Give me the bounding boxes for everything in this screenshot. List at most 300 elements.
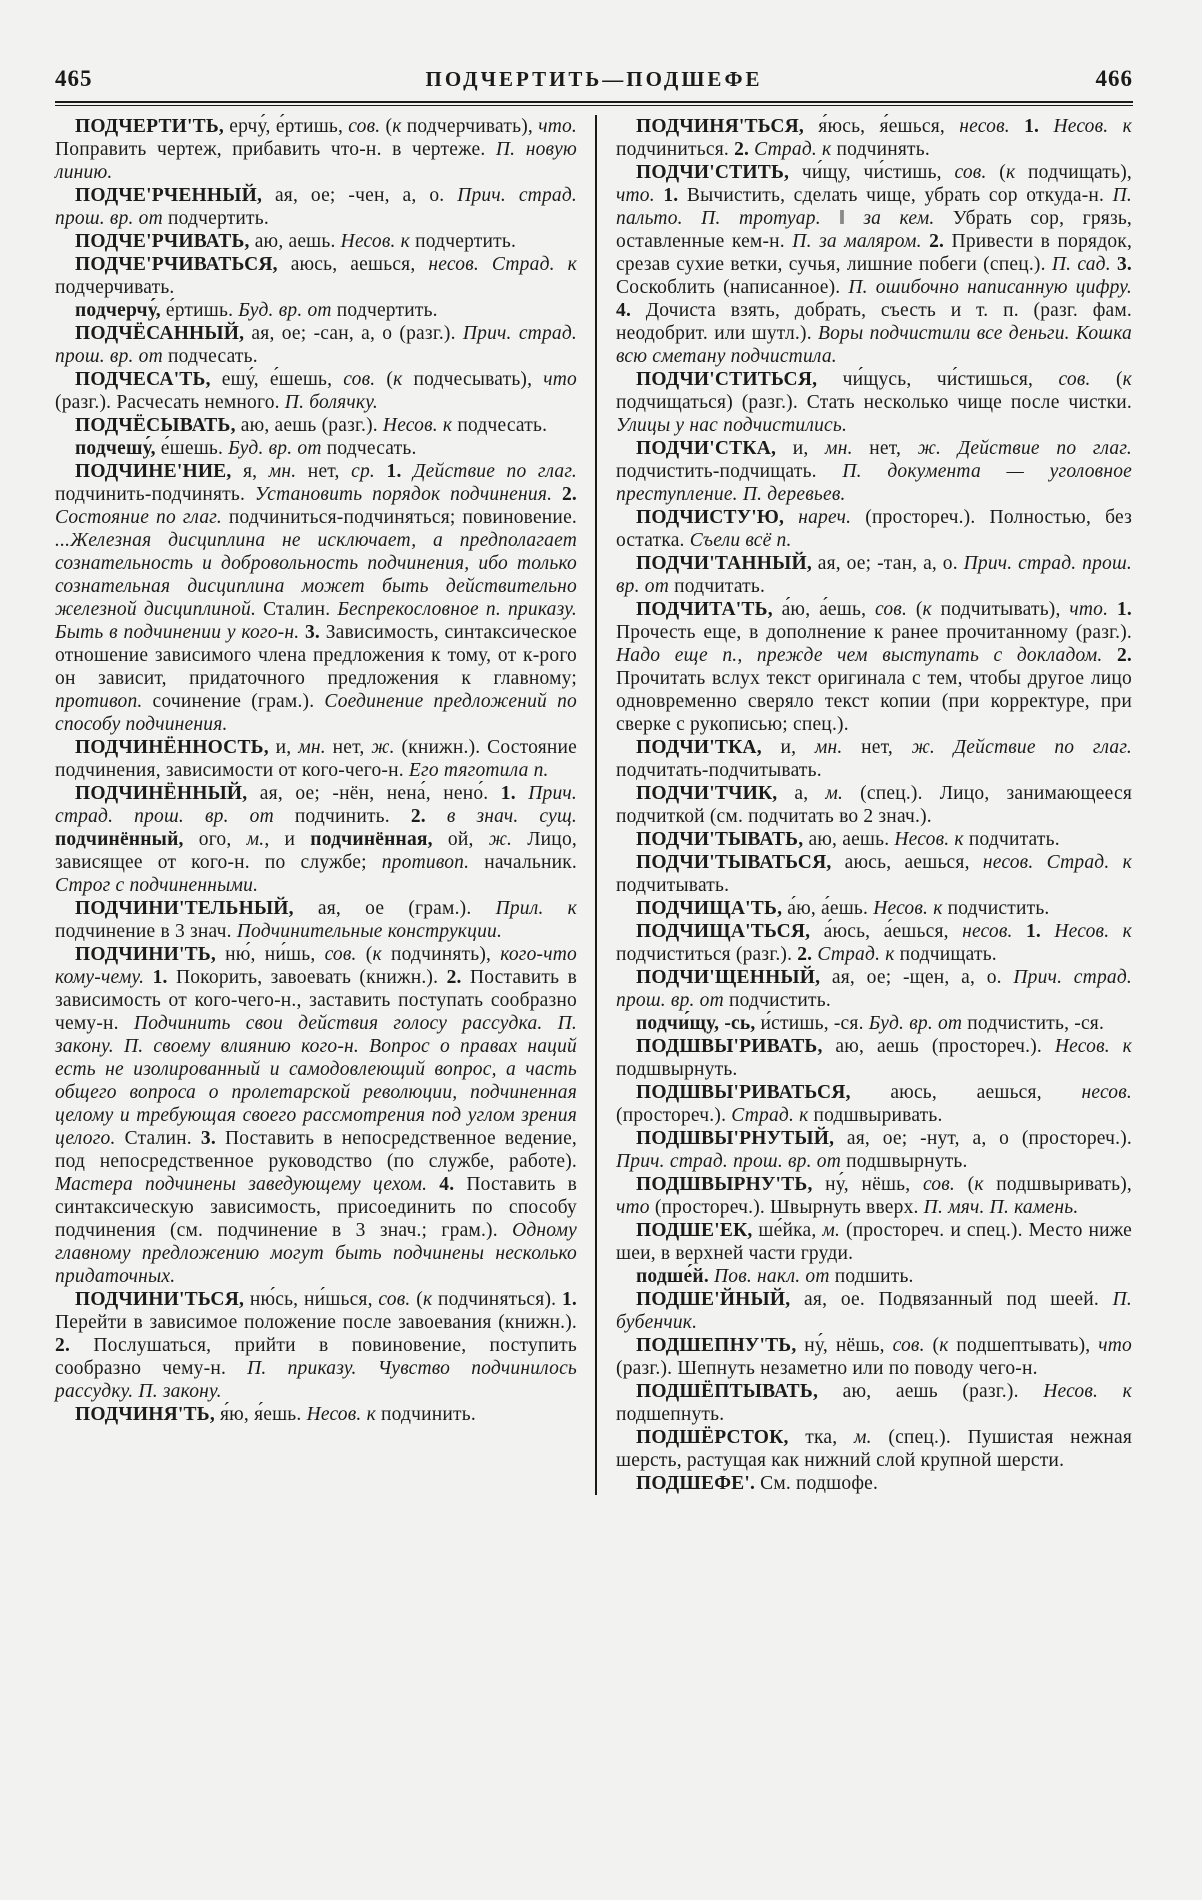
right-column <box>616 115 1132 1495</box>
entry-text: Несов. к <box>340 231 416 252</box>
entry-text: 2. <box>734 139 755 160</box>
entry-text: Состояние по глаг. <box>55 507 222 528</box>
entry-text: Прочесть еще, в дополнение к ранее прочитанному (разг.). <box>616 622 1132 643</box>
entry-text: нареч. <box>798 507 852 528</box>
headword: ПОДЧИ'ТКА, <box>636 737 781 758</box>
entry-text: (разг.). Расчесать немного. <box>55 392 285 413</box>
entry-text: 4. <box>616 300 646 321</box>
entry-text: ерчу́, е́ртишь, <box>229 116 349 137</box>
dictionary-entry <box>55 115 577 184</box>
entry-text: подчиниться-подчиняться; повиновение. <box>221 507 578 528</box>
entry-text: что. <box>1069 599 1117 620</box>
entry-text: нет, <box>842 737 912 758</box>
entry-text: (простореч.). Полностью, без остатка. <box>616 507 1132 551</box>
dictionary-entry <box>55 184 577 230</box>
dictionary-entry <box>616 1426 1132 1472</box>
dictionary-entry <box>55 299 577 322</box>
dictionary-entry <box>55 1403 577 1426</box>
entry-text: подшить. <box>834 1266 914 1287</box>
dictionary-entry <box>616 966 1132 1012</box>
entry-text: ню́, ни́шь, <box>225 944 325 965</box>
entry-text: Вычистить, сделать чище, убрать сор откуда-н. <box>686 185 1113 206</box>
entry-text: 2. <box>446 967 470 988</box>
headword: ПОДШЁПТЫВАТЬ, <box>636 1381 843 1402</box>
dictionary-entry <box>616 851 1132 897</box>
entry-text: Несов. к <box>382 415 458 436</box>
entry-text: а́юсь, а́ешься, <box>823 921 963 942</box>
entry-text: подчистить. <box>947 898 1050 919</box>
dictionary-entry <box>55 736 577 782</box>
dictionary-entry <box>55 943 577 1288</box>
entry-text: что <box>616 1197 650 1218</box>
entry-text: несов. Страд. к <box>428 254 578 275</box>
entry-text: (простореч.). <box>616 1105 732 1126</box>
entry-text: чи́щусь, чи́стишься, <box>842 369 1059 390</box>
dictionary-entry <box>616 1472 1132 1495</box>
entry-text: мн. <box>298 737 326 758</box>
entry-text: аюсь, аешься, <box>844 852 983 873</box>
entry-text: Прич. страд. прош. вр. от <box>55 323 577 367</box>
entry-text: Соединение предложений по способу подчинения. <box>55 691 577 735</box>
entry-text: аю, аешь (простореч.). <box>835 1036 1055 1057</box>
entry-text: подшвыривать), <box>996 1174 1132 1195</box>
dictionary-entry <box>616 920 1132 966</box>
entry-text: 1. <box>561 1289 577 1310</box>
entry-text: Прич. страд. прош. вр. от <box>616 1151 847 1172</box>
entry-text: П. ошибочно написанную цифру. <box>848 277 1133 298</box>
headword: ПОДЧИЩА'ТЬ, <box>636 898 788 919</box>
entry-text: нет, <box>325 737 372 758</box>
headword: ПОДЧИ'ТЫВАТЬСЯ, <box>636 852 845 873</box>
running-title: ПОДЧЕРТИТЬ—ПОДШЕФЕ <box>425 67 763 91</box>
entry-text: Беспрекословное п. приказу. Быть в подчинении у кого-н. <box>55 599 577 643</box>
entry-text: (простореч. и спец.). Место ниже шеи, в верхней части груди. <box>616 1220 1133 1264</box>
entry-text: П. мяч. П. камень. <box>923 1197 1079 1218</box>
entry-text: ж. <box>371 737 395 758</box>
entry-text: а́ю, а́ешь, <box>781 599 875 620</box>
entry-text: ше́йка, <box>758 1220 823 1241</box>
entry-text: ср. <box>351 461 387 482</box>
headword: ПОДЧИТА'ТЬ, <box>636 599 782 620</box>
dictionary-entry <box>616 1081 1132 1127</box>
dictionary-entry <box>55 782 577 897</box>
dictionary-entry <box>55 368 577 414</box>
headword: подчи́щу, -сь, <box>636 1013 761 1034</box>
entry-text: , и <box>264 829 311 850</box>
entry-text: аю, аешь. <box>254 231 341 252</box>
entry-text: Несов. к <box>1054 921 1132 942</box>
entry-text: Прич. страд. прош. вр. от <box>616 967 1132 1011</box>
entry-text: и, <box>275 737 299 758</box>
headword: ПОДШВЫ'РИВАТЬ, <box>636 1036 836 1057</box>
entry-text: в знач. сущ. <box>446 806 577 827</box>
entry-text: Страд. к <box>817 944 900 965</box>
entry-text: Установить порядок подчинения. <box>254 484 562 505</box>
entry-text: подчинять. <box>836 139 930 160</box>
entry-text: подчиститься (разг.). <box>616 944 798 965</box>
entry-text: нет, <box>296 461 352 482</box>
entry-text: подчертить. <box>168 208 269 229</box>
entry-text: П. новую линию. <box>55 139 577 183</box>
dictionary-entry <box>55 460 577 736</box>
entry-text: ая, ое. Подвязанный под шеей. <box>804 1289 1113 1310</box>
entry-text: к <box>1005 162 1029 183</box>
entry-text: подчесывать), <box>413 369 544 390</box>
entry-text: к <box>922 599 941 620</box>
entry-text: подшвырнуть. <box>616 1059 738 1080</box>
entry-text: Прич. страд. прош. вр. от <box>55 783 577 827</box>
entry-text: Надо еще п., прежде чем выступать с докладом. <box>616 645 1117 666</box>
entry-text: подчитывать), <box>940 599 1070 620</box>
entry-text: П. болячку. <box>284 392 378 413</box>
headword: ПОДЧЁСАННЫЙ, <box>75 323 252 344</box>
entry-text: Сталин. <box>115 1128 201 1149</box>
entry-text: ( <box>924 1335 940 1356</box>
dictionary-entry <box>616 552 1132 598</box>
entry-text: сочинение (грам.). <box>142 691 325 712</box>
entry-text: а́ю, а́ешь. <box>787 898 874 919</box>
entry-text: противоп. <box>55 691 143 712</box>
entry-text: ( <box>955 1174 975 1195</box>
entry-text: Перейти в зависимое положение после завоевания (книжн.). <box>55 1312 577 1333</box>
entry-text: м. <box>246 829 265 850</box>
entry-text: Несов. к <box>1054 1036 1132 1057</box>
headword: ПОДЧИНИ'ТЬ, <box>75 944 226 965</box>
entry-text: ой, <box>447 829 489 850</box>
entry-text: несов. <box>962 921 1026 942</box>
dictionary-entry <box>616 1219 1132 1265</box>
entry-text: к <box>1122 369 1132 390</box>
headword: ПОДШЕ'ЕК, <box>636 1220 759 1241</box>
dictionary-entry <box>616 782 1132 828</box>
entry-text: подчитать-подчитывать. <box>616 760 822 781</box>
entry-text: к <box>939 1335 957 1356</box>
entry-text: аю, аешь. <box>808 829 895 850</box>
dictionary-entry <box>616 828 1132 851</box>
entry-text: сов. <box>874 599 908 620</box>
left-column <box>55 115 577 1495</box>
entry-text: мн. <box>814 737 843 758</box>
entry-text: П. пальто. П. тротуар. <box>616 185 1132 229</box>
dictionary-entry <box>55 897 577 943</box>
entry-text: подчитать. <box>674 576 766 597</box>
entry-text: ( <box>986 162 1006 183</box>
entry-text: подчищать. <box>899 944 997 965</box>
dictionary-entry <box>616 736 1132 782</box>
entry-text: подшептывать), <box>956 1335 1099 1356</box>
entry-text: 2. <box>55 1335 94 1356</box>
entry-text: подчинять), <box>390 944 501 965</box>
entry-text: подчистить-подчищать. <box>616 461 843 482</box>
entry-text: ая, ое; -щен, а, о. <box>831 967 1014 988</box>
entry-text: подчиниться. <box>616 139 735 160</box>
entry-text: сов. <box>922 1174 955 1195</box>
entry-text: подчинённая, <box>310 829 448 850</box>
entry-text: П. за маляром. <box>792 231 930 252</box>
entry-text: П. бубенчик. <box>616 1289 1132 1333</box>
dictionary-entry <box>616 897 1132 920</box>
entry-text: за кем. <box>863 208 935 229</box>
entry-text: и, <box>792 438 826 459</box>
entry-text: Несов. к <box>894 829 969 850</box>
entry-text: подчищать), <box>1028 162 1132 183</box>
entry-text: и́стишь, -ся. <box>760 1013 869 1034</box>
entry-text: мн. <box>268 461 297 482</box>
headword: ПОДЧИ'СТКА, <box>636 438 793 459</box>
page-number-right: 466 <box>1095 66 1133 91</box>
entry-text: 1. <box>500 783 529 804</box>
entry-text: подчистить. <box>729 990 831 1011</box>
headword: ПОДЧИСТУ'Ю, <box>636 507 799 528</box>
entry-text: 3. <box>200 1128 225 1149</box>
entry-text: ...Железная дисциплина не исключает, а предполагает сознательность и добровольность подчинения, ибо только сознательная дисциплина может быть действительно железной дисциплиной. <box>55 530 577 620</box>
entry-text: нет, <box>852 438 918 459</box>
dictionary-entry <box>616 1265 1132 1288</box>
dictionary-entry <box>616 368 1132 437</box>
entry-text: ая, ое; -чен, а, о. <box>274 185 458 206</box>
entry-text: Страд. к <box>754 139 837 160</box>
entry-text: аю, аешь (разг.). <box>240 415 383 436</box>
entry-text: ая, ое; -нён, нена́, нено́. <box>259 783 501 804</box>
entry-text: ( <box>1090 369 1123 390</box>
entry-text: подчищаться) (разг.). Стать несколько чище после чистки. <box>616 392 1132 413</box>
entry-text: что. <box>616 185 664 206</box>
entry-text: подчесать. <box>457 415 548 436</box>
entry-text: ж. <box>488 829 513 850</box>
entry-text: Улицы у нас подчистились. <box>616 415 848 436</box>
headword: ПОДЧИНЕ'НИЕ, <box>75 461 243 482</box>
headword: ПОДШВЫ'РНУТЫЙ, <box>636 1128 847 1149</box>
entry-text: чи́щу, чи́стишь, <box>801 162 955 183</box>
entry-text: кого-что кому-чему. <box>55 944 577 988</box>
entry-text: (простореч.). Швырнуть вверх. <box>649 1197 924 1218</box>
entry-text: (спец.). Лицо, занимающееся подчиткой (см. подчитать во 2 знач.). <box>616 783 1132 827</box>
entry-text: См. подшофе. <box>760 1473 879 1494</box>
entry-text: Строг с подчиненными. <box>55 875 259 896</box>
entry-text: Мастера подчинены заведующему цехом. <box>55 1174 440 1195</box>
entry-text: что <box>1098 1335 1132 1356</box>
entry-text: 4. <box>439 1174 467 1195</box>
entry-text: а, <box>794 783 826 804</box>
entry-text: подчесать. <box>168 346 258 367</box>
entry-text: Несов. к <box>873 898 948 919</box>
headword: ПОДЧЕСА'ТЬ, <box>75 369 222 390</box>
headword: ПОДЧИ'СТИТЬСЯ, <box>636 369 843 390</box>
entry-text: подчитать. <box>968 829 1060 850</box>
dictionary-entry <box>616 161 1132 368</box>
entry-text: ну́, нёшь, <box>804 1335 893 1356</box>
entry-text: к <box>422 1289 439 1310</box>
entry-text: сов. <box>892 1335 925 1356</box>
headword: ПОДЧЁСЫВАТЬ, <box>75 415 241 436</box>
entry-text: подчерчивать), <box>406 116 539 137</box>
entry-text: сов. <box>348 116 381 137</box>
entry-text: подчертить. <box>415 231 517 252</box>
entry-text: я́юсь, я́ешься, <box>818 116 960 137</box>
dictionary-entry <box>616 1380 1132 1426</box>
entry-text: Буд. вр. от <box>868 1013 968 1034</box>
entry-text: подчесать. <box>326 438 417 459</box>
entry-text: и, <box>780 737 815 758</box>
entry-text: Пов. накл. от <box>714 1266 835 1287</box>
entry-text: аю, аешь (разг.). <box>842 1381 1044 1402</box>
headword: ПОДЧИНЁННЫЙ, <box>75 783 260 804</box>
entry-text: сов. <box>378 1289 411 1310</box>
page-header <box>55 66 1133 92</box>
headword: подше́й. <box>636 1266 714 1287</box>
entry-text: сов. <box>343 369 376 390</box>
entry-text: ‖ <box>820 208 864 229</box>
entry-text: Привести в порядок, срезав сухие ветки, сучья, лишние побеги (спец.). <box>616 231 1133 275</box>
headword: ПОДЧИ'ЩЕННЫЙ, <box>636 967 832 988</box>
header-rule <box>55 101 1133 106</box>
entry-text: м. <box>825 783 844 804</box>
dictionary-entry <box>616 598 1132 736</box>
entry-text: аюсь, аешься, <box>290 254 429 275</box>
entry-text: ( <box>375 369 394 390</box>
entry-text: Покорить, завоевать (книжн.). <box>175 967 447 988</box>
headword: ПОДЧИНЯ'ТЬ, <box>75 1404 220 1425</box>
entry-text: ого, <box>198 829 247 850</box>
entry-text: ( <box>410 1289 423 1310</box>
headword: ПОДЧЕ'РЧИВАТЬСЯ, <box>75 254 291 275</box>
headword: ПОДШЕФЕ'. <box>636 1473 761 1494</box>
headword: ПОДЧИ'ТЫВАТЬ, <box>636 829 809 850</box>
entry-text: 1. <box>1025 921 1055 942</box>
entry-text: Прич. страд. прош. вр. от <box>616 553 1132 597</box>
entry-text: ( <box>380 116 393 137</box>
entry-text: я, <box>242 461 269 482</box>
dictionary-entry <box>616 437 1132 506</box>
entry-text: к <box>372 944 391 965</box>
dictionary-entry <box>616 1173 1132 1219</box>
entry-text: 3. <box>1116 254 1132 275</box>
entry-text: подчинение в 3 знач. <box>55 921 237 942</box>
headword: ПОДШЕПНУ'ТЬ, <box>636 1335 805 1356</box>
headword: ПОДЧИ'ТЧИК, <box>636 783 795 804</box>
entry-text: подчерчивать. <box>55 277 175 298</box>
entry-text: Дочиста взять, добрать, съесть и т. п. (разг. фам. неодобрит. или шутл.). <box>616 300 1132 344</box>
entry-text: тка, <box>805 1427 854 1448</box>
entry-text: аюсь, аешься, <box>890 1082 1082 1103</box>
entry-text: е́шешь. <box>160 438 229 459</box>
dictionary-entry <box>616 1035 1132 1081</box>
entry-text: П. приказу. Чувство подчинилось рассудку. П. закону. <box>55 1358 578 1402</box>
entry-text: Прочитать вслух текст оригинала с тем, чтобы другое лицо одновременно сверяло текст копии (при корректуре, при сверке с рукописью; спец.). <box>616 668 1132 735</box>
entry-text: Воры подчистили все деньги. Кошка всю сметану подчистила. <box>616 323 1133 367</box>
entry-text: сов. <box>954 162 987 183</box>
entry-text: 2. <box>797 944 818 965</box>
entry-text: Прил. к <box>495 898 578 919</box>
headword: ПОДШВЫРНУ'ТЬ, <box>636 1174 826 1195</box>
entry-text: мн. <box>825 438 853 459</box>
headword: ПОДШВЫ'РИВАТЬСЯ, <box>636 1082 891 1103</box>
entry-text: Страд. к <box>731 1105 814 1126</box>
dictionary-entry <box>616 1334 1132 1380</box>
entry-text: Несов. к <box>1053 116 1132 137</box>
entry-text: к <box>393 369 414 390</box>
dictionary-entry <box>55 230 577 253</box>
entry-text: 2. <box>929 231 952 252</box>
entry-text: Одному главному предложению могут быть подчинены несколько придаточных. <box>55 1220 577 1287</box>
dictionary-entry <box>616 1288 1132 1334</box>
entry-text: ( <box>907 599 923 620</box>
entry-text: к <box>974 1174 997 1195</box>
dictionary-entry <box>616 115 1132 161</box>
entry-text: ( <box>356 944 373 965</box>
headword: ПОДЧЕРТИ'ТЬ, <box>75 116 230 137</box>
entry-text: сов. <box>1058 369 1091 390</box>
entry-text: подшвыривать. <box>813 1105 943 1126</box>
entry-text: сов. <box>324 944 357 965</box>
entry-text: несов. <box>1081 1082 1132 1103</box>
entry-text: Зависимость, синтаксическое отношение зависимого члена предложения к тому, от к-рого он зависит, придаточного предложения к главному; <box>55 622 578 689</box>
entry-text: я́ю, я́ешь. <box>219 1404 307 1425</box>
entry-text: Поправить чертеж, прибавить что-н. в чертеже. <box>55 139 496 160</box>
entry-text: несов. Страд. к <box>982 852 1132 873</box>
entry-text: ж. Действие по глаг. <box>917 438 1132 459</box>
entry-text: (разг.). Шепнуть незаметно или по поводу чего-н. <box>616 1358 1038 1379</box>
entry-text: подчиняться). <box>438 1289 562 1310</box>
entry-text: ну́, нёшь, <box>825 1174 923 1195</box>
entry-text: е́ртишь. <box>165 300 239 321</box>
entry-text: Поставить в синтаксическую зависимость, присоединить по способу подчинения (см. подчинение в 3 знач.; грам.). <box>55 1174 577 1241</box>
headword: ПОДЧИНИ'ТЬСЯ, <box>75 1289 250 1310</box>
headword: ПОДЧЕ'РЧИВАТЬ, <box>75 231 255 252</box>
entry-text: противоп. <box>381 852 470 873</box>
entry-text: Несов. к <box>1043 1381 1132 1402</box>
entry-text: 2. <box>410 806 447 827</box>
entry-text: подшепнуть. <box>616 1404 725 1425</box>
headword: ПОДЧИ'ТАННЫЙ, <box>636 553 818 574</box>
dictionary-entry <box>616 1012 1132 1035</box>
entry-text: подчинённый, <box>55 829 199 850</box>
entry-text: 1. <box>386 461 414 482</box>
entry-text: ая, ое; -нут, а, о (простореч.). <box>846 1128 1133 1149</box>
headword: ПОДЧИЩА'ТЬСЯ, <box>636 921 824 942</box>
entry-text: что <box>543 369 577 390</box>
entry-text: (спец.). Пушистая нежная шерсть, растущая как нижний слой крупной шерсти. <box>616 1427 1133 1471</box>
headword: ПОДЧИНЯ'ТЬСЯ, <box>636 116 819 137</box>
headword: ПОДЧИНИ'ТЕЛЬНЫЙ, <box>75 898 318 919</box>
dictionary-entry <box>616 1127 1132 1173</box>
headword: ПОДЧИНЁННОСТЬ, <box>75 737 276 758</box>
headword: ПОДЧЕ'РЧЕННЫЙ, <box>75 185 275 206</box>
entry-text: 1. <box>1116 599 1132 620</box>
dictionary-entry <box>616 506 1132 552</box>
entry-text: Поставить в зависимость от кого-чего-н., заставить поступать сообразно чему-н. <box>55 967 577 1034</box>
entry-text: подчитывать. <box>616 875 730 896</box>
entry-text: что. <box>538 116 577 137</box>
entry-text: Лицо, зависящее от кого-н. по службе; <box>55 829 577 873</box>
entry-text: Подчинить свои действия голосу рассудка. П. закону. П. своему влиянию кого-н. Вопрос о правах наций есть не изолированный и самодовлеющий вопрос, а часть общего вопроса о пролетарской революции, подчиненная целому и требующая своего рассмотрения под углом зрения целого. <box>55 1013 577 1149</box>
entry-text: ешу́, е́шешь, <box>221 369 344 390</box>
entry-text: Буд. вр. от <box>228 438 327 459</box>
entry-text: 1. <box>152 967 176 988</box>
entry-text: ая, ое; -тан, а, о. <box>817 553 964 574</box>
entry-text: подчинить-подчинять. <box>55 484 255 505</box>
headword: ПОДШЕ'ЙНЫЙ, <box>636 1289 805 1310</box>
entry-text: 2. <box>561 484 578 505</box>
dictionary-entry <box>55 414 577 437</box>
entry-text: Его тяготила п. <box>408 760 549 781</box>
headword: подчерчу́, <box>75 300 166 321</box>
entry-text: Сталин. <box>256 599 338 620</box>
entry-text: ню́сь, ни́шься, <box>249 1289 379 1310</box>
entry-text: Подчинительные конструкции. <box>236 921 503 942</box>
column-divider <box>595 115 597 1495</box>
entry-text: Послушаться, прийти в повиновение, поступить сообразно чему-н. <box>55 1335 577 1379</box>
